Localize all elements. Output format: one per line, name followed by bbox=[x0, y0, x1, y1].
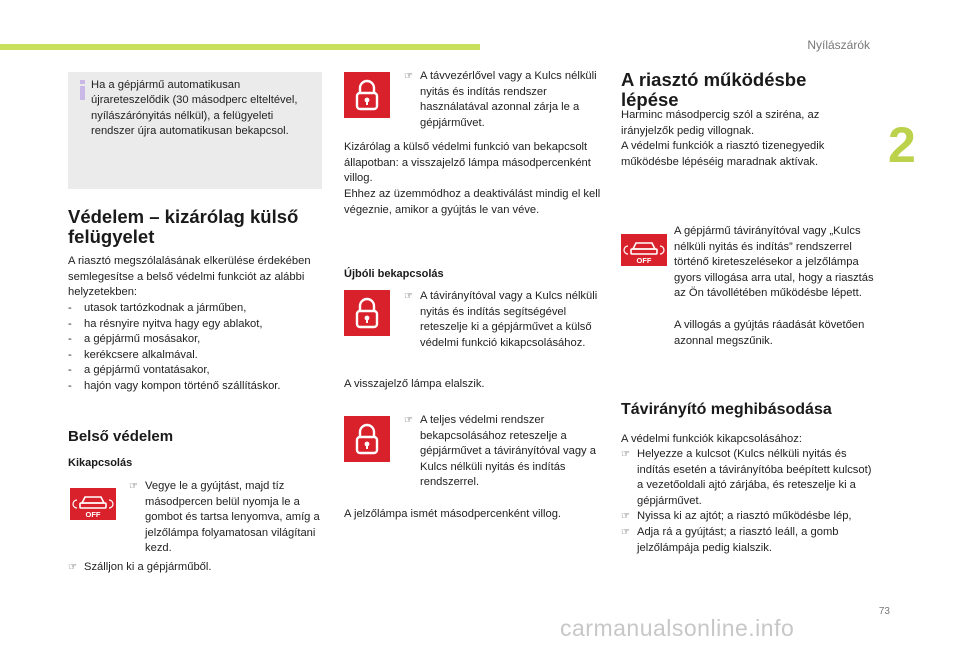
lock1-step: ☞ A távvezérlővel vagy a Kulcs nélküli nyitás és indítás rendszer használatával azonnal zárja le a gépjárművet. bbox=[404, 70, 597, 129]
heading-vedelem: Védelem – kizárólag külső felügyelet bbox=[68, 206, 299, 247]
pointing-hand-icon: ☞ bbox=[404, 415, 413, 426]
lock3-step: ☞ A teljes védelmi rendszer bekapcsolásához reteszelje a gépjárművet a távirányítóval vagy a Kulcs nélküli nyitás és indítás rendszerrel. bbox=[404, 414, 596, 489]
pointing-hand-icon: ☞ bbox=[129, 481, 138, 492]
top-accent-bar bbox=[0, 44, 480, 50]
lock-icon bbox=[344, 72, 390, 118]
pointing-hand-icon: ☞ bbox=[621, 526, 630, 538]
kikapcsolas-step: ☞ Vegye le a gyújtást, majd tíz másodpercen belül nyomja le a gombot és tartsa lenyomva, amíg a jelzőlámpa folyamatosan világítani kezd. bbox=[129, 480, 320, 555]
col2-para1: Kizárólag a külső védelmi funkció van bekapcsolt állapotban: a visszajelző lámpa másodpercenként villog. bbox=[344, 141, 591, 185]
col2-para2: Ehhez az üzemmódhoz a deaktiválást mindig el kell végeznie, amikor a gyújtás le van véve. bbox=[344, 188, 601, 216]
col3-off-text2: A villogás a gyújtás ráadását követően azonnal megszűnik. bbox=[674, 319, 865, 347]
heading-riaszto: A riasztó működésbe lépése bbox=[621, 69, 807, 110]
heading-ujboli: Újbóli bekapcsolás bbox=[344, 268, 444, 280]
vedelem-list bbox=[68, 301, 328, 395]
pointing-hand-icon: ☞ bbox=[404, 71, 413, 82]
page-number: 73 bbox=[878, 606, 890, 617]
info-note-text: Ha a gépjármű automatikusan újrareteszelődik (30 másodperc elteltével, nyílászárónyitás nélkül), a felügyeleti rendszer újra automatikusan bekapcsol. bbox=[91, 79, 298, 138]
list-item: - ha résnyire nyitva hagy egy ablakot, bbox=[68, 317, 263, 330]
list-item: - hajón vagy kompon történő szállításkor. bbox=[68, 379, 281, 392]
col3-para2: A védelmi funkciók a riasztó tizenegyedik működésbe lépéséig maradnak aktívak. bbox=[621, 140, 825, 168]
szalljon-step: ☞ Szálljon ki a gépjárműből. bbox=[68, 560, 324, 576]
car-off-icon bbox=[70, 488, 116, 520]
heading-taviranyito: Távirányító meghibásodása bbox=[621, 401, 832, 418]
pointing-hand-icon: ☞ bbox=[68, 562, 77, 573]
chapter-number: 2 bbox=[888, 117, 916, 173]
tav-intro: A védelmi funkciók kikapcsolásához: bbox=[621, 433, 802, 445]
list-item: - utasok tartózkodnak a járműben, bbox=[68, 302, 247, 314]
list-item: ☞ Adja rá a gyújtást; a riasztó leáll, a gomb jelzőlámpája pedig kialszik. bbox=[621, 525, 839, 554]
info-icon bbox=[77, 78, 89, 102]
pointing-hand-icon: ☞ bbox=[621, 449, 630, 460]
watermark: carmanualsonline.info bbox=[560, 615, 795, 641]
lock-icon bbox=[344, 290, 390, 336]
lock-icon bbox=[344, 416, 390, 462]
list-item: - kerékcsere alkalmával. bbox=[68, 348, 198, 361]
list-item: ☞ Helyezze a kulcsot (Kulcs nélküli nyitás és indítás esetén a távirányítóba beépített kulcsot) a vezetőoldali ajtó zárjába, és reteszelje ki a gépjárművet. bbox=[621, 448, 872, 507]
col3-para1: Harminc másodpercig szól a sziréna, az irányjelzők pedig villognak. bbox=[621, 109, 820, 137]
heading-belso-vedelem: Belső védelem bbox=[68, 428, 174, 445]
list-item: - a gépjármű vontatásakor, bbox=[68, 364, 210, 377]
svg-text:OFF: OFF bbox=[85, 510, 101, 519]
pointing-hand-icon: ☞ bbox=[404, 291, 413, 302]
vedelem-intro: A riasztó megszólalásának elkerülése érdekében semlegesítse a belső védelmi funkciót az alábbi helyzetekben: bbox=[68, 255, 311, 299]
list-item: - a gépjármű mosásakor, bbox=[68, 333, 201, 346]
car-off-icon bbox=[621, 234, 667, 266]
col2-para4: A jelzőlámpa ismét másodpercenként villog. bbox=[344, 508, 562, 520]
pointing-hand-icon: ☞ bbox=[621, 511, 630, 523]
list-item: ☞ Nyissa ki az ajtót; a riasztó működésbe lép, bbox=[621, 509, 877, 525]
section-title: Nyílászárók bbox=[807, 38, 870, 52]
heading-kikapcsolas: Kikapcsolás bbox=[68, 457, 133, 469]
col3-off-text1: A gépjármű távirányítóval vagy „Kulcs nélküli nyitás és indítás” rendszerrel történő kireteszelésekor a jelzőlámpa gyors villogása arra utal, hogy a riasztás az Ön távollétében működésbe lépett. bbox=[674, 225, 874, 300]
tav-list bbox=[621, 447, 877, 556]
svg-text:OFF: OFF bbox=[636, 256, 652, 265]
col2-para3: A visszajelző lámpa elalszik. bbox=[344, 378, 485, 390]
lock2-step: ☞ A távirányítóval vagy a Kulcs nélküli nyitás és indítás segítségével reteszelje ki a gépjárművet a külső védelmi funkció kikapcsolásához. bbox=[404, 290, 598, 349]
